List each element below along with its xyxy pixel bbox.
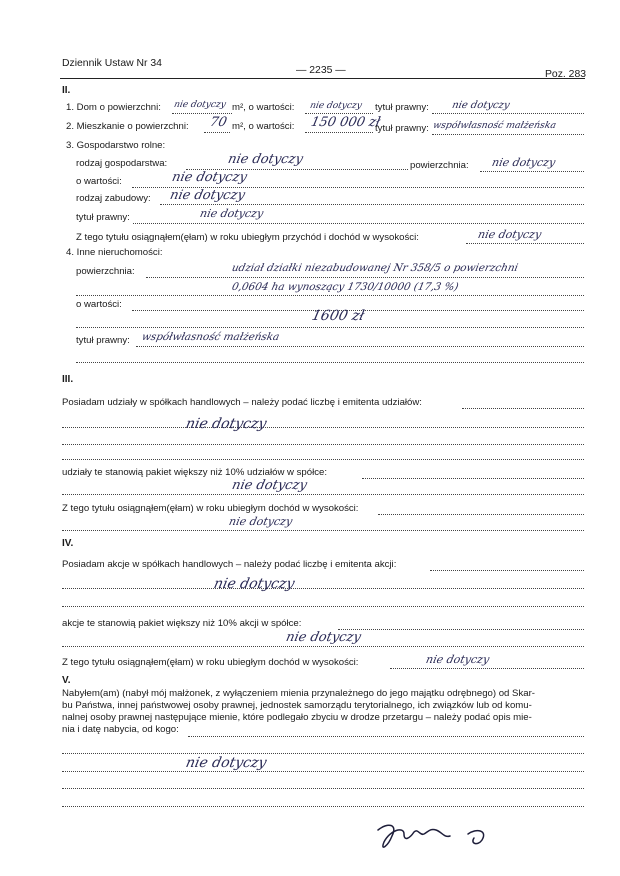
- dotted-line: [62, 494, 584, 495]
- other-value-label: o wartości:: [76, 299, 122, 310]
- shares-income-value: nie dotyczy: [227, 515, 294, 528]
- farm-income-value: nie dotyczy: [476, 228, 543, 241]
- apartment-title-value: współwłasność małżeńska: [431, 120, 558, 131]
- dotted-line: [76, 295, 584, 296]
- dotted-line: [62, 444, 584, 445]
- dotted-line: [338, 629, 584, 630]
- dotted-line: [188, 736, 584, 737]
- dotted-line: [432, 134, 584, 135]
- dotted-line: [62, 788, 584, 789]
- apartment-value: 150 000 zł: [309, 115, 382, 130]
- farm-income-label: Z tego tytułu osiągnąłem(ęłam) w roku ubiegłym przychód i dochód w wysokości:: [76, 232, 419, 243]
- dotted-line: [466, 243, 584, 244]
- other-area-value-line1: udział działki niezabudowanej Nr 358/5 o powierzchni: [230, 262, 520, 274]
- shares-package-value: nie dotyczy: [230, 478, 309, 493]
- dotted-line: [62, 530, 584, 531]
- dotted-line: [390, 668, 584, 669]
- house-value: nie dotyczy: [308, 101, 363, 111]
- other-property-label: 4. Inne nieruchomości:: [66, 247, 163, 258]
- house-label: 1. Dom o powierzchni:: [66, 102, 161, 113]
- section-5-number: V.: [62, 675, 71, 686]
- farm-type-label: rodzaj gospodarstwa:: [76, 158, 168, 169]
- dotted-line: [62, 806, 584, 807]
- house-title-label: tytuł prawny:: [375, 102, 429, 113]
- shares-income-label: Z tego tytułu osiągnąłem(ęłam) w roku ubiegłym dochód w wysokości:: [62, 503, 359, 514]
- dotted-line: [432, 113, 584, 114]
- farm-area-label: powierzchnia:: [410, 160, 469, 171]
- section-3-number: III.: [62, 374, 74, 385]
- farm-buildings-value: nie dotyczy: [168, 188, 247, 203]
- section-4-number: IV.: [62, 538, 74, 549]
- header-rule: [60, 78, 585, 79]
- farm-title-value: nie dotyczy: [198, 207, 265, 220]
- journal-name: Dziennik Ustaw Nr 34: [62, 58, 162, 69]
- dotted-line: [362, 478, 584, 479]
- house-area-value: nie dotyczy: [172, 100, 227, 110]
- dotted-line: [204, 132, 230, 133]
- farm-area-value: nie dotyczy: [490, 156, 557, 169]
- dotted-line: [462, 408, 584, 409]
- other-area-label: powierzchnia:: [76, 266, 135, 277]
- dotted-line: [62, 606, 584, 607]
- dotted-line: [62, 753, 584, 754]
- farm-label: 3. Gospodarstwo rolne:: [66, 140, 166, 151]
- apartment-title-label: tytuł prawny:: [375, 123, 429, 134]
- dotted-line: [378, 514, 584, 515]
- dotted-line: [76, 362, 584, 363]
- apartment-area-value: 70: [208, 115, 229, 130]
- dotted-line: [480, 171, 584, 172]
- farm-value-value: nie dotyczy: [170, 170, 249, 185]
- shares-label: Posiadam udziały w spółkach handlowych – należy podać liczbę i emitenta udziałów:: [62, 397, 422, 408]
- stocks-package-label: akcje te stanowią pakiet większy niż 10% akcji w spółce:: [62, 618, 302, 629]
- dotted-line: [146, 277, 584, 278]
- other-title-label: tytuł prawny:: [76, 335, 130, 346]
- farm-buildings-label: rodzaj zabudowy:: [76, 193, 151, 204]
- signature-mark: [370, 812, 500, 860]
- page-number: — 2235 —: [296, 65, 346, 76]
- dotted-line: [76, 327, 584, 328]
- dotted-line: [136, 346, 584, 347]
- dotted-line: [62, 646, 584, 647]
- dotted-line: [62, 459, 584, 460]
- dotted-line: [62, 427, 584, 428]
- section-2-number: II.: [62, 85, 71, 96]
- dotted-line: [305, 132, 373, 133]
- stocks-label: Posiadam akcje w spółkach handlowych – należy podać liczbę i emitenta akcji:: [62, 559, 397, 570]
- dotted-line: [133, 223, 584, 224]
- shares-value: nie dotyczy: [184, 416, 268, 432]
- stocks-income-value: nie dotyczy: [424, 653, 491, 666]
- dotted-line: [305, 113, 373, 114]
- other-value-value: 1600 zł: [310, 308, 366, 324]
- farm-type-value: nie dotyczy: [226, 152, 305, 167]
- apartment-unit-label: m², o wartości:: [232, 121, 295, 132]
- acquisition-text-line4: nia i datę nabycia, od kogo:: [62, 724, 179, 735]
- acquisition-text-line3: nalnej osoby prawnej następujące mienie, które podlegało zbyciu w drodze przetargu – należy podać opis mie-: [62, 712, 532, 723]
- house-unit-label: m², o wartości:: [232, 102, 295, 113]
- other-area-value-line2: 0,0604 ha wynoszący 1730/10000 (17,3 %): [230, 281, 460, 293]
- farm-value-label: o wartości:: [76, 176, 122, 187]
- dotted-line: [62, 588, 584, 589]
- dotted-line: [160, 204, 584, 205]
- acquisition-text-line2: bu Państwa, innej państwowej osoby prawnej, jednostek samorządu terytorialnego, ich związków lub od komu-: [62, 700, 532, 711]
- stocks-value: nie dotyczy: [212, 576, 296, 592]
- stocks-package-value: nie dotyczy: [284, 630, 363, 645]
- dotted-line: [172, 113, 232, 114]
- house-title-value: nie dotyczy: [450, 100, 511, 111]
- shares-package-label: udziały te stanowią pakiet większy niż 10% udziałów w spółce:: [62, 467, 328, 478]
- dotted-line: [430, 570, 584, 571]
- other-title-value: współwłasność małżeńska: [140, 331, 281, 343]
- dotted-line: [62, 771, 584, 772]
- acquisition-value: nie dotyczy: [184, 755, 268, 771]
- stocks-income-label: Z tego tytułu osiągnąłem(ęłam) w roku ubiegłym dochód w wysokości:: [62, 657, 359, 668]
- acquisition-text-line1: Nabyłem(am) (nabył mój małżonek, z wyłączeniem mienia przynależnego do jego majątku odrębnego) od Skar-: [62, 688, 535, 699]
- apartment-label: 2. Mieszkanie o powierzchni:: [66, 121, 189, 132]
- farm-title-label: tytuł prawny:: [76, 212, 130, 223]
- position-number: Poz. 283: [545, 69, 587, 80]
